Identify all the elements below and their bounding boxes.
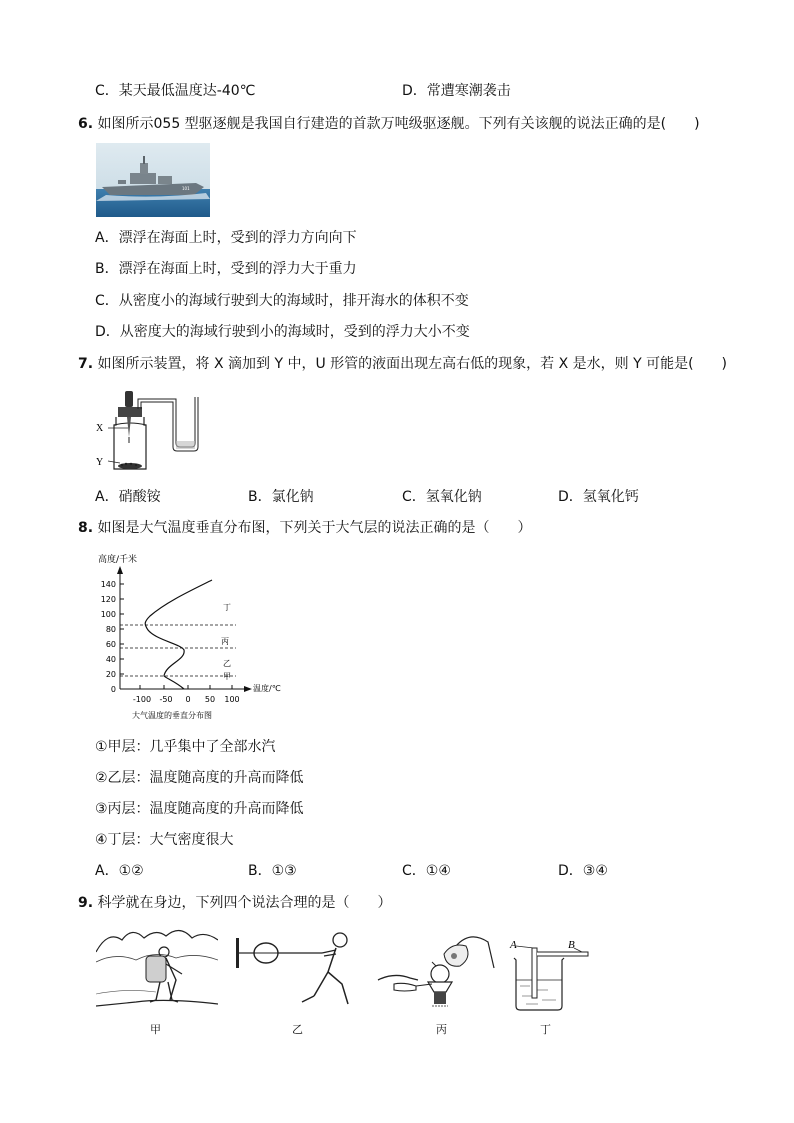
q8-number: 8. [78, 520, 94, 536]
figure-hiker [96, 922, 218, 1014]
caption-ding: 丁 [540, 1023, 551, 1036]
q8-statement-2: ②乙层：温度随高度的升高而降低 [95, 770, 304, 786]
q7-stem: 如图所示装置，将 X 滴加到 Y 中，U 形管的液面出现左高右低的现象，若 X 是水，则 Y 可能是( ) [97, 356, 728, 372]
figure-pulling-sphere [232, 922, 362, 1014]
q8-option-d: D．③④ [558, 863, 608, 879]
layer-jia: 甲 [223, 672, 231, 681]
chart-xlabel: 温度/℃ [253, 684, 281, 693]
label-x: X [96, 423, 104, 434]
q5-option-c: C．某天最低温度达-40℃ [95, 83, 256, 99]
q8-option-b: B．①③ [248, 863, 297, 879]
caption-jia: 甲 [150, 1023, 161, 1036]
label-b: B [568, 939, 575, 951]
chart-ylabel: 高度/千米 [98, 555, 138, 565]
q5-option-d: D．常遭寒潮袭击 [402, 83, 511, 99]
xtick-100: 100 [224, 695, 240, 704]
u-tube-apparatus [94, 385, 206, 475]
ytick-60: 60 [105, 640, 116, 649]
layer-bing: 丙 [221, 637, 229, 646]
label-a: A [510, 939, 517, 951]
figure-bottle-ball [374, 922, 502, 1014]
q6-option-a: A．漂浮在海面上时，受到的浮力方向向下 [95, 230, 357, 246]
q8-statement-3: ③丙层：温度随高度的升高而降低 [95, 801, 304, 817]
q6-option-d: D．从密度大的海域行驶到小的海域时，受到的浮力大小不变 [95, 324, 470, 340]
label-y: Y [96, 457, 104, 468]
q8-statement-4: ④丁层：大气密度很大 [95, 832, 234, 848]
caption-yi: 乙 [292, 1023, 303, 1036]
destroyer-photo [96, 143, 210, 217]
q7-question [78, 355, 727, 373]
q6-option-c: C．从密度小的海域行驶到大的海域时，排开海水的体积不变 [95, 293, 469, 309]
q6-number: 6. [78, 116, 94, 132]
ytick-40: 40 [105, 655, 116, 664]
q7-number: 7. [78, 356, 94, 372]
q8-option-a: A．①② [95, 863, 144, 879]
layer-ding: 丁 [223, 603, 231, 612]
chart-title: 大气温度的垂直分布图 [132, 711, 212, 720]
q6-question [78, 115, 700, 133]
q8-question [78, 519, 532, 537]
ytick-120: 120 [100, 595, 116, 604]
q7-option-b: B．氯化钠 [248, 489, 314, 505]
ytick-0: 0 [110, 685, 116, 694]
xtick-minus100: -100 [132, 695, 152, 704]
xtick-0: 0 [185, 695, 191, 704]
q7-option-d: D．氢氧化钙 [558, 489, 639, 505]
ytick-20: 20 [105, 670, 116, 679]
temperature-curve [145, 580, 212, 689]
ytick-140: 140 [100, 580, 116, 589]
q8-stem: 如图是大气温度垂直分布图，下列关于大气层的说法正确的是（ ） [97, 520, 532, 536]
ytick-100: 100 [100, 610, 116, 619]
ytick-80: 80 [105, 625, 116, 634]
xtick-50: 50 [204, 695, 216, 704]
q6-stem: 如图所示055 型驱逐舰是我国自行建造的首款万吨级驱逐舰。下列有关该舰的说法正确的是( ) [97, 116, 700, 132]
ship-number: 101 [182, 186, 190, 191]
q6-option-b: B．漂浮在海面上时，受到的浮力大于重力 [95, 261, 357, 277]
q9-stem: 科学就在身边，下列四个说法合理的是（ ） [97, 895, 392, 911]
atmosphere-temperature-chart [96, 552, 306, 724]
q7-option-c: C．氢氧化钠 [402, 489, 482, 505]
layer-yi: 乙 [223, 659, 231, 668]
q9-number: 9. [78, 895, 94, 911]
q8-statement-1: ①甲层：几乎集中了全部水汽 [95, 739, 276, 755]
figure-beaker-straws [508, 934, 596, 1014]
q7-option-a: A．硝酸铵 [95, 489, 161, 505]
q9-question [78, 894, 392, 912]
q8-option-c: C．①④ [402, 863, 451, 879]
caption-bing: 丙 [436, 1023, 447, 1036]
xtick-minus50: -50 [159, 695, 173, 704]
